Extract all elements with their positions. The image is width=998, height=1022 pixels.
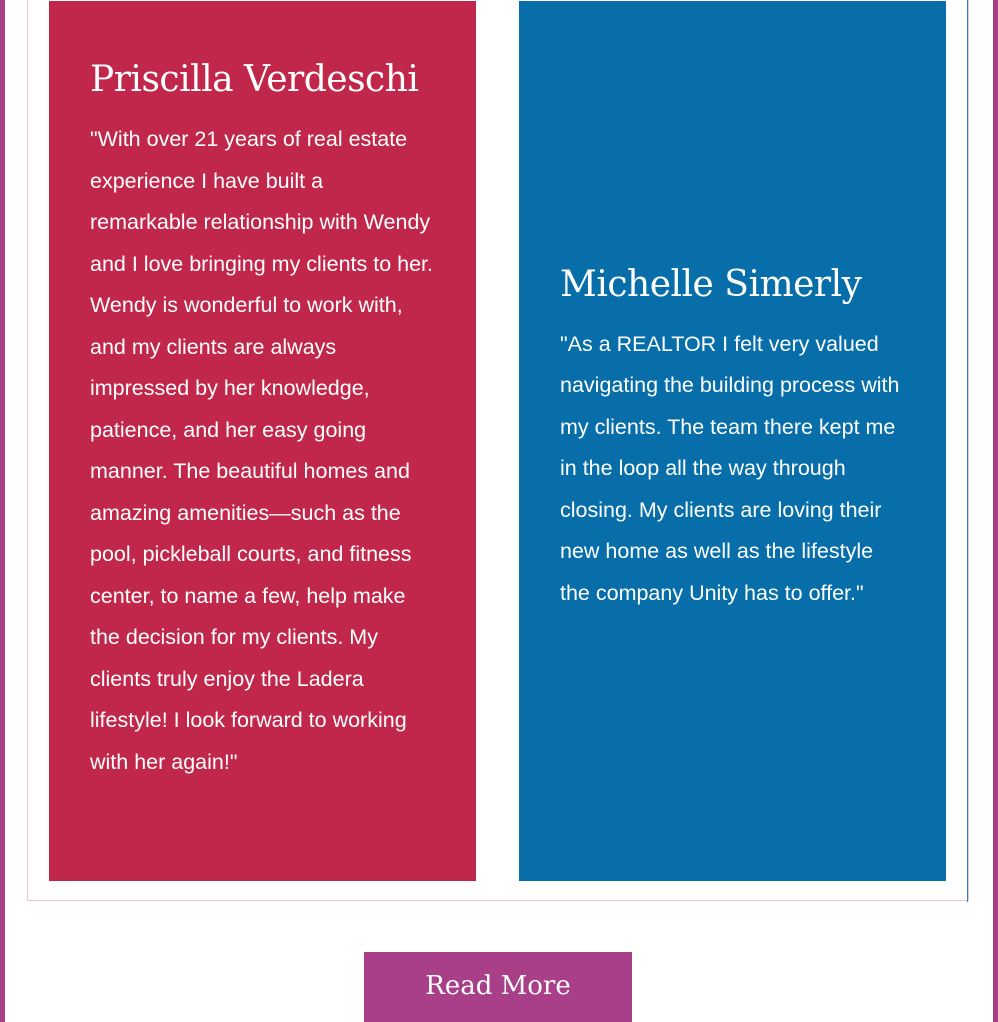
testimonial-quote: "As a REALTOR I felt very valued navigating the building process with my clients. The team there kept me in the loop all the way through closing. My clients are loving their new home as well as the lifestyle the company Unity has to offer."	[560, 331, 900, 605]
testimonial-content	[560, 260, 906, 615]
testimonial-quote: "With over 21 years of real estate experience I have built a remarkable relationship with Wendy and I love bringing my clients to her. Wendy is wonderful to work with, and my clients are always impressed by her knowledge, patience, and her easy going manner. The beautiful homes and amazing amenities—such as the pool, pickleball courts, and fitness center, to name a few, help make the decision for my clients. My clients truly enjoy the Ladera lifestyle! I look forward to working with her again!"	[90, 127, 433, 774]
page-border-right	[993, 0, 998, 1022]
testimonial-card-michelle	[519, 1, 946, 881]
testimonial-name: Priscilla Verdeschi	[90, 59, 419, 100]
testimonial-card-priscilla	[49, 1, 476, 881]
read-more-button[interactable]: Read More	[364, 952, 632, 1022]
frame-right-edge	[967, 0, 968, 902]
page-border-left	[0, 0, 5, 1022]
testimonial-name: Michelle Simerly	[560, 263, 862, 305]
